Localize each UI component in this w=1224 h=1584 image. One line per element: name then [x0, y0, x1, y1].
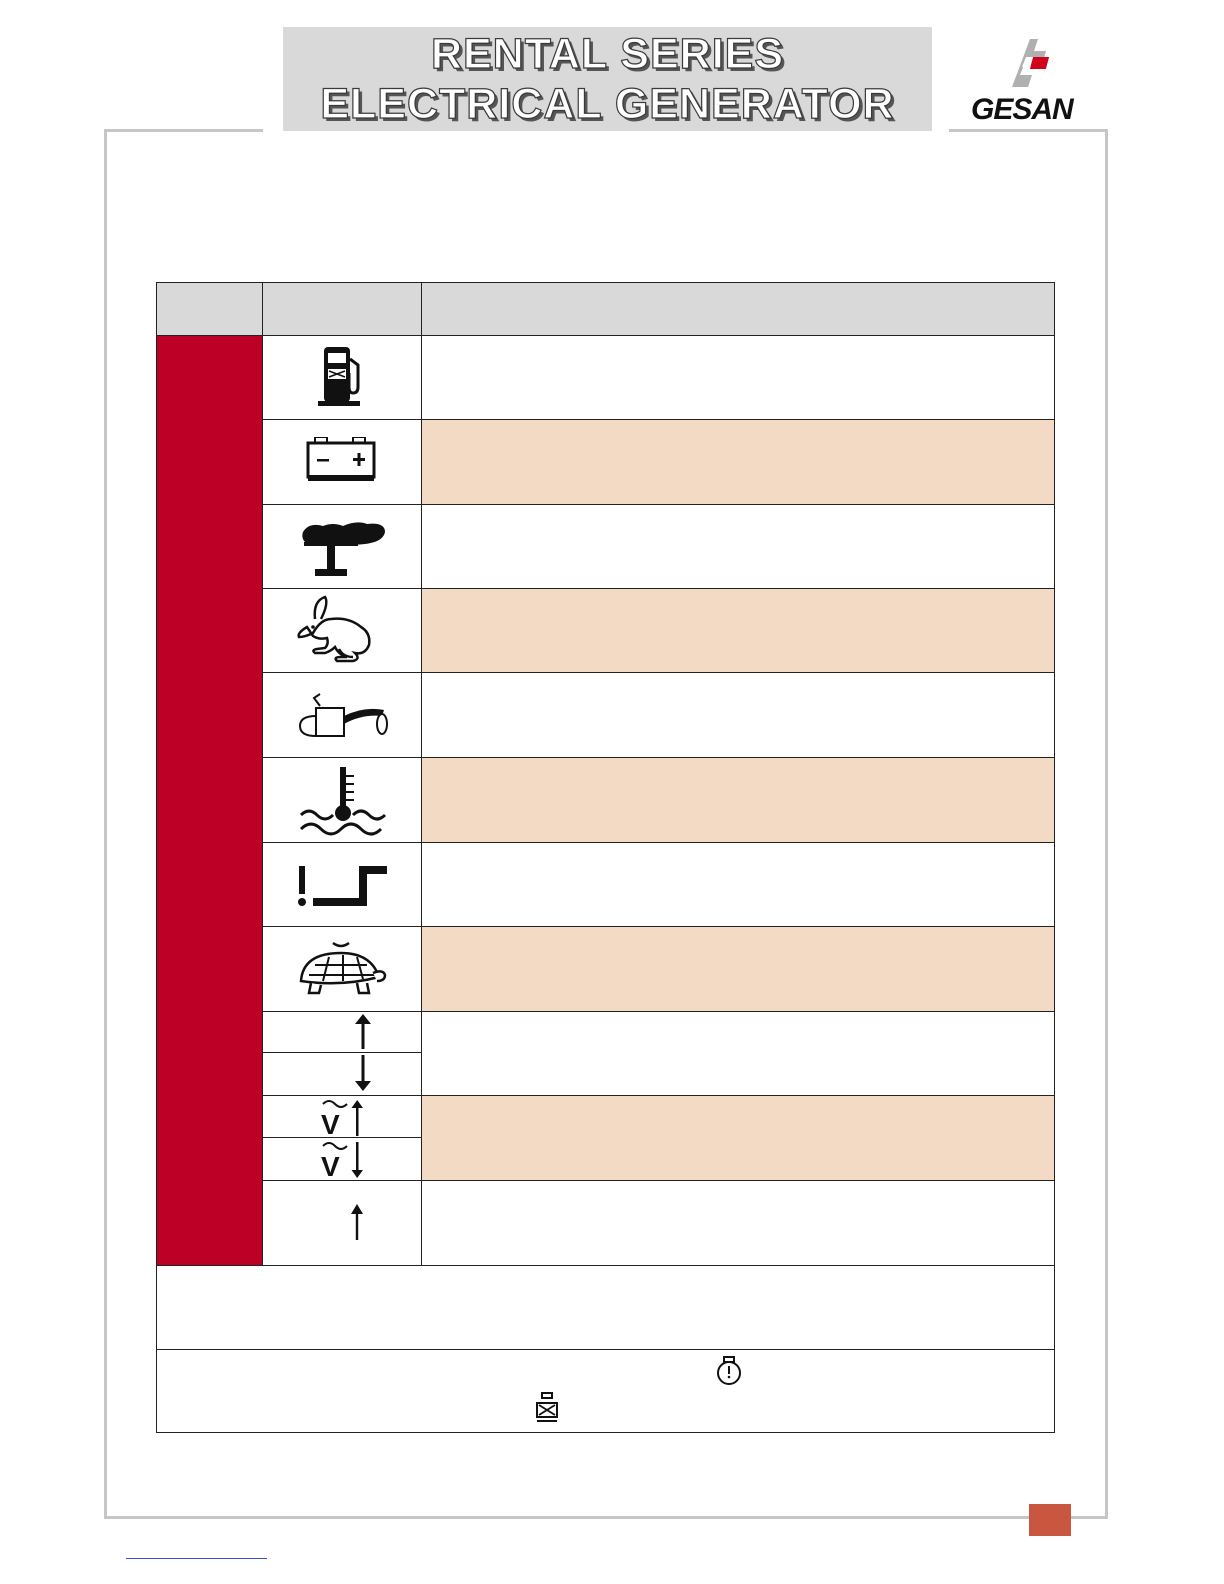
code-column — [156, 335, 263, 1265]
row-shade — [422, 589, 1055, 673]
arrow-down-icon — [354, 1055, 372, 1091]
oil-can-icon — [298, 692, 390, 742]
svg-text:V: V — [321, 1109, 340, 1138]
frame-top-right — [949, 129, 1108, 132]
row-shade — [422, 758, 1055, 842]
row-shade — [422, 927, 1055, 1011]
title-line-2: ELECTRICAL GENERATOR — [320, 80, 895, 128]
voltage-high-icon — [319, 1098, 367, 1138]
turtle-underspeed-icon — [295, 937, 387, 1001]
logo-text: GESAN — [971, 93, 1073, 126]
footer-link-line — [126, 1558, 267, 1559]
frame-top-left — [104, 129, 263, 132]
air-filter-icon — [301, 522, 387, 578]
page-number-badge — [1029, 1504, 1071, 1536]
frame-right — [1105, 129, 1108, 1519]
engine-start-icon — [533, 1391, 561, 1423]
gesan-logo — [968, 35, 1098, 130]
coolant-temperature-icon — [297, 765, 387, 839]
gesan-logo-mark-icon — [968, 35, 1098, 95]
svg-text:V: V — [321, 1151, 340, 1180]
engine-clock-icon — [715, 1355, 743, 1387]
rabbit-overspeed-icon — [295, 595, 385, 663]
row-shade — [422, 1096, 1055, 1180]
title-line-1: RENTAL SERIES — [430, 30, 785, 78]
row-shade — [422, 420, 1055, 504]
frame-bottom — [104, 1516, 1108, 1519]
fuel-pump-icon — [314, 345, 370, 407]
table-header-row — [156, 282, 1055, 335]
current-up-icon — [349, 1204, 365, 1240]
battery-icon — [305, 437, 377, 483]
frame-left — [104, 129, 107, 1519]
voltage-low-icon — [319, 1140, 367, 1180]
alarm-indicator-table — [156, 282, 1055, 1433]
arrow-up-icon — [354, 1014, 372, 1050]
level-warning-icon — [295, 864, 389, 910]
document-title-box — [283, 27, 932, 131]
